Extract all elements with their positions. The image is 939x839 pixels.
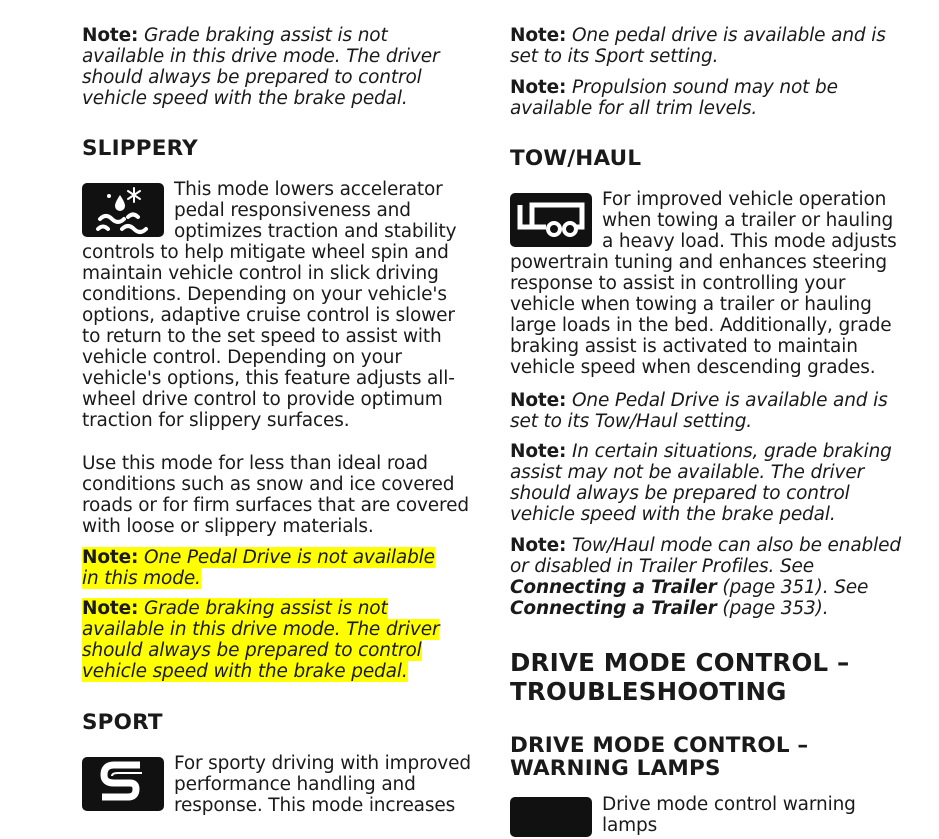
- note-label: Note:: [510, 390, 567, 411]
- connecting-trailer-link-1[interactable]: Connecting a Trailer: [510, 577, 717, 598]
- sport-heading: SPORT: [82, 710, 163, 735]
- note-label: Note:: [510, 77, 567, 98]
- tow-haul-intro: For improved vehicle operation when towing a trailer or hauling a heavy load. This mode adjusts powertrain tuning and enhances steering response to assist in controlling your vehicle when towing a trailer or hauling large loads in the bed. Additionally, grade braking assist is activated to maintain vehicle speed when descending grades.: [510, 189, 897, 378]
- note-text: Grade braking assist is not available in this drive mode. The driver should always be prepared to control vehicle speed with the brake pedal.: [82, 598, 440, 682]
- tow-haul-heading: TOW/HAUL: [510, 146, 642, 171]
- note-trailer-profiles: [510, 535, 902, 619]
- note-grade-braking-top: [82, 25, 472, 109]
- note-text: One pedal drive is available and is set to its Sport setting.: [510, 25, 886, 67]
- slippery-heading: SLIPPERY: [82, 136, 198, 161]
- slippery-description: [82, 179, 472, 431]
- note-text: One Pedal Drive is available and is set to its Tow/Haul setting.: [510, 390, 888, 432]
- note-text: In certain situations, grade braking assist may not be available. The driver should always be prepared to control vehicle speed with the brake pedal.: [510, 441, 892, 525]
- note-grade-braking-tow-haul: [510, 441, 902, 525]
- connecting-trailer-link-2[interactable]: Connecting a Trailer: [510, 598, 717, 619]
- note-one-pedal-unavailable: [82, 547, 454, 589]
- warning-lamp-icon: [510, 797, 592, 837]
- warning-lamps-description: [510, 794, 902, 839]
- note-propulsion-sound: [510, 77, 902, 119]
- note-label: Note:: [510, 535, 567, 556]
- slippery-road-icon: [82, 183, 164, 237]
- warning-lamps-intro: Drive mode control warning lamps: [602, 794, 856, 836]
- slippery-usage: Use this mode for less than ideal road conditions such as snow and ice covered roads or for firm surfaces that are covered with loose or slippery materials.: [82, 453, 469, 537]
- page-reference-2: (page 353).: [722, 598, 829, 619]
- sport-description: [82, 753, 472, 816]
- note-label: Note:: [82, 25, 139, 46]
- note-label: Note:: [510, 25, 567, 46]
- slippery-intro: This mode lowers accelerator pedal responsiveness and optimizes traction and stability controls to help mitigate wheel spin and maintain vehicle control in slick driving conditions. Depending on your vehicle's options, adaptive cruise control is slower to return to the set speed to assist with vehicle control. Depending on your vehicle's options, this feature adjusts all-wheel drive control to provide optimum traction for slippery surfaces.: [82, 179, 457, 431]
- trailer-tow-icon: [510, 193, 592, 247]
- note-one-pedal-sport: [510, 25, 902, 67]
- note-text: Grade braking assist is not available in this drive mode. The driver should always be prepared to control vehicle speed with the brake pedal.: [82, 25, 440, 109]
- highlight: [82, 598, 439, 682]
- sport-intro: For sporty driving with improved performance handling and response. This mode increases: [174, 753, 471, 816]
- note-text: Tow/Haul mode can also be enabled or disabled in Trailer Profiles. See: [510, 535, 901, 577]
- note-text: One Pedal Drive is not available in this mode.: [82, 547, 435, 589]
- see-text: See: [834, 577, 869, 598]
- note-one-pedal-tow-haul: [510, 390, 902, 432]
- note-label: Note:: [82, 598, 139, 619]
- tow-haul-description: [510, 189, 902, 378]
- troubleshooting-heading: DRIVE MODE CONTROL – TROUBLESHOOTING: [510, 648, 850, 706]
- note-text: Propulsion sound may not be available for all trim levels.: [510, 77, 838, 119]
- sport-mode-icon: [82, 757, 164, 811]
- highlight: [82, 547, 435, 589]
- note-grade-braking-highlighted: [82, 598, 472, 682]
- note-label: Note:: [82, 547, 139, 568]
- note-label: Note:: [510, 441, 567, 462]
- warning-lamps-heading: DRIVE MODE CONTROL – WARNING LAMPS: [510, 733, 809, 781]
- page-reference-1: (page 351).: [722, 577, 829, 598]
